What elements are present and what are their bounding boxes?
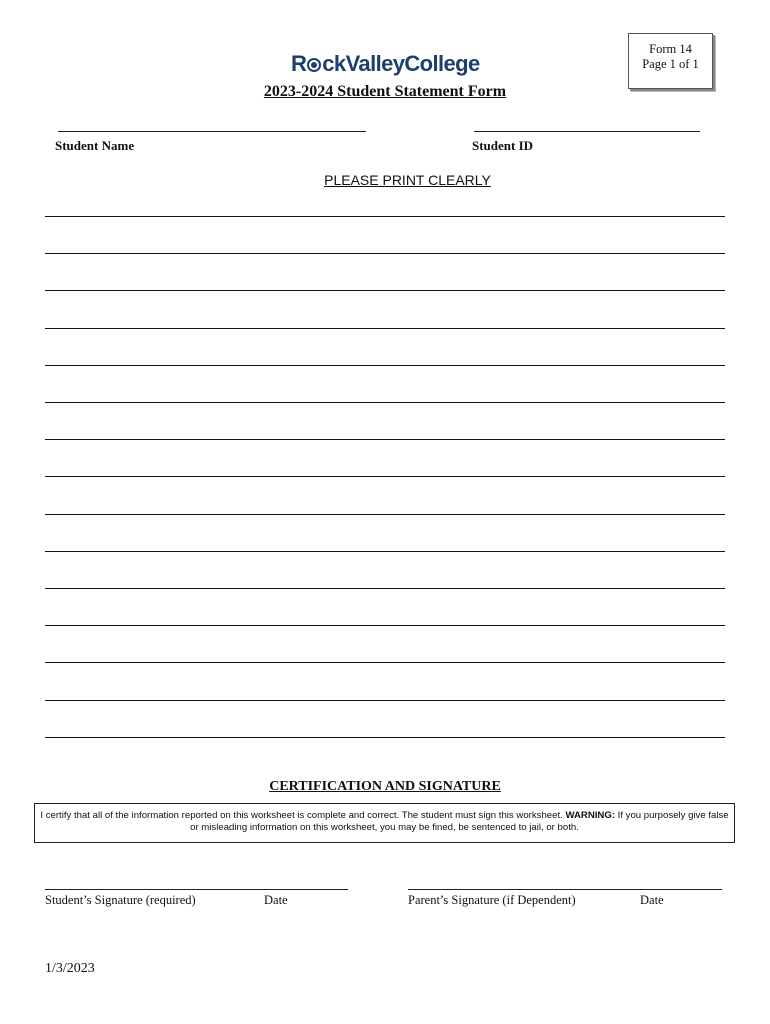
parent-signature-field[interactable] (408, 889, 722, 890)
statement-line[interactable] (45, 551, 725, 552)
statement-line[interactable] (45, 439, 725, 440)
statement-line[interactable] (45, 402, 725, 403)
student-signature-label: Student’s Signature (required) (45, 893, 196, 907)
student-id-label: Student ID (472, 138, 534, 153)
statement-line[interactable] (45, 290, 725, 291)
statement-line[interactable] (45, 365, 725, 366)
statement-line[interactable] (45, 662, 725, 663)
rock-valley-college-logo (291, 50, 480, 78)
student-signature-field[interactable] (45, 889, 348, 890)
page-info: Page 1 of 1 (642, 57, 699, 71)
student-id-field[interactable] (474, 131, 700, 132)
logo-text-r: R (291, 51, 307, 76)
statement-line[interactable] (45, 700, 725, 701)
statement-line[interactable] (45, 216, 725, 217)
statement-line[interactable] (45, 253, 725, 254)
warning-text: If you purposely give false or misleading information on this worksheet, you may be fined, be sentenced to jail, or both. (190, 810, 729, 833)
form-number-box (628, 33, 713, 89)
statement-line[interactable] (45, 588, 725, 589)
college-seal-icon (307, 58, 321, 72)
logo-text-rest: ckValleyCollege (322, 51, 480, 76)
parent-signature-label: Parent’s Signature (if Dependent) (408, 893, 576, 907)
statement-line[interactable] (45, 476, 725, 477)
certification-heading: CERTIFICATION AND SIGNATURE (269, 779, 501, 794)
parent-date-label: Date (640, 893, 664, 907)
statement-line[interactable] (45, 737, 725, 738)
statement-line[interactable] (45, 328, 725, 329)
student-date-label: Date (264, 893, 288, 907)
print-clearly-instruction: PLEASE PRINT CLEARLY (324, 172, 491, 188)
statement-line[interactable] (45, 514, 725, 515)
student-name-field[interactable] (58, 131, 366, 132)
form-number: Form 14 (649, 42, 692, 56)
revision-date: 1/3/2023 (45, 961, 95, 976)
certification-box (34, 803, 735, 843)
form-title: 2023-2024 Student Statement Form (263, 83, 507, 100)
warning-label: WARNING: (565, 810, 616, 821)
certification-text: I certify that all of the information reported on this worksheet is complete and correct. The student must sign this worksheet. (40, 810, 566, 821)
statement-line[interactable] (45, 625, 725, 626)
student-name-label: Student Name (55, 138, 135, 153)
